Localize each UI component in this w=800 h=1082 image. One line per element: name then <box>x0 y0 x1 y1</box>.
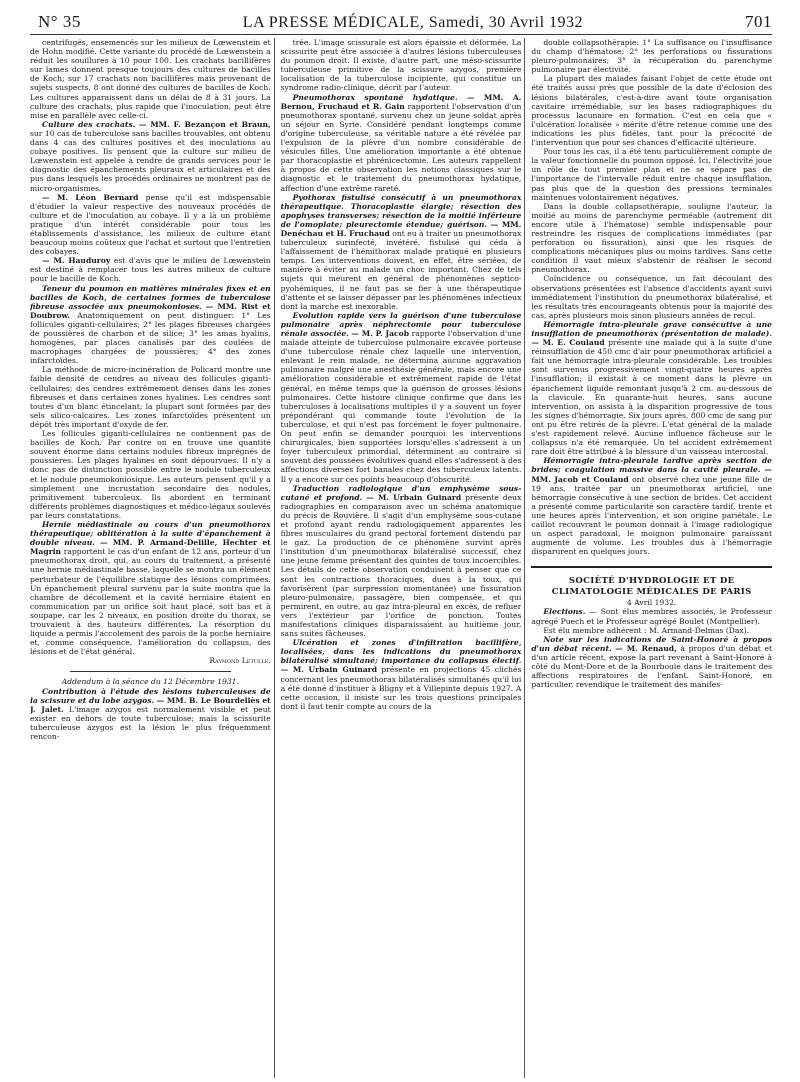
communication-text: L'image azygos est normalement visible et peut exister en dehors de toute tuberculose; mais la scissurite tuberculeuse azygos est la lésion le plus fréquemment rencon- <box>30 704 271 742</box>
journal-title: LA PRESSE MÉDICALE, Samedi, 30 Avril 1932 <box>242 14 584 31</box>
communication-authors: — MM. Rist et Doubrow. <box>30 301 271 320</box>
paragraph: Coïncidence ou conséquence, un fait découlant des observations présentées est l'absence d'accidents ayant suivi immédiatement l'institution du pneumothorax bilatéralisé, et les résultats très encourageants obtenus pour la majorité des cas, après plusieurs mois sinon plusieurs années de recul. <box>531 274 773 320</box>
communication-paragraph <box>281 484 522 639</box>
paragraph: La plupart des malades faisant l'objet de cette étude ont été traités aussi près que possible de la date d'éclosion des lésions bilatérales, c'est-à-dire avant toute organisation cavitaire irrémédiable, sur les bases radiographiques du processus lacunaire en formation. C'est en cela que « l'ulcération localisée » mérite d'être retenue comme une des indications les plus fidèles, tant pour la précocité de l'intervention que pour ses chances d'efficacité ultérieure. <box>531 74 773 148</box>
communication-text: sur 10 cas de tuberculose sans bacilles trouvables, ont obtenu dans 4 cas des cultures positives et des inoculations au cobaye positives. Ils pensent que la culture sur milieu de Lœwenstein est appelée à rendre de grands services pour le diagnostic des épanchements pleuraux et articulaires et des pus dans lesquels les procédés ordinaires ne montrent pas de micro-organismes. <box>30 128 271 193</box>
communication-title: Hernie médiastinale au cours d'un pneumothorax thérapeutique; oblitération à la suite d'épanchement à double niveau. <box>30 519 271 548</box>
paragraph: Les follicules giganti-cellulaires ne contiennent pas de bacilles de Koch. Par contre on en trouve une quantité souvent énorme dans certains nodules fibreux imprégnés de poussières. Les plages hyalines en sont dépourvues. Il n'y a donc pas de distinction possible entre le nodule tuberculeux et le nodule pneumokoniosique. Les auteurs pensent qu'il y a simplement une incrustation secondaire des nodules, primitivement tuberculeux. Ils abordent en terminant différents problèmes diagnostiques et médico-légaux soulevés par leurs constatations. <box>30 429 271 520</box>
communication-title: Pneumothorax spontané hydatique. <box>292 92 458 102</box>
paragraph: Dans la double collapsothérapie, souligne l'auteur, la moitié au moins de parenchyme perméable (autrement dit encore utile à l'hématose) semble indispensable pour restreindre les risques de complications immédiates (par perforation ou fissuration), ainsi que les risques de complications mécaniques plus ou moins tardives. Sans cette condition il vaut mieux s'abstenir de réaliser le second pneumothorax. <box>531 201 773 275</box>
communication-text: pense qu'il est indispensable d'étudier la valeur respective des nouveaux procédés de culture et de l'inoculation au cobaye. Il y a là un problème pratique d'un intérêt considérable pour tous les établissements d'assistance, les milieux de culture étant beaucoup moins coûteux que l'achat et surtout que l'entretien des cobayes. <box>30 192 271 257</box>
communication-authors: — M. Urbain Guinard <box>366 492 462 502</box>
communication-text: ont eu à traiter un pneumothorax tuberculeux surinfecté, invétéré, fistulisé qui céda à l'affaissement de l'hémithorax malade pratiqué en plusieurs temps. Les interventions doivent, en effet, être sériées, de manière à éviter au malade un choc important. Chez de tels sujets qui meurent en général de phénomènes septico-pyohémiques, il ne faut pas se fier à une thérapeutique d'attente et se laisser dépasser par les phénomènes infectieux dont la marche est inexorable. <box>280 228 522 311</box>
communication-authors: — M. P. Jacob <box>351 329 410 338</box>
communication-text: présente une malade qui à la suite d'une réinsufflation de 450 cmc d'air pour pneumothorax artificiel a fait une hémorragie intra-pleurale considérable. Les troubles sont survenus progressivement vingt-quatre heures après l'insufflation; il existait à ce moment dans la plèvre un épanchement liquide remontant jusqu'à 2 cm. au-dessous de la clavicule. En quarante-huit heures, sans aucune intervention, on assista à la disparition progressive de tous les signes d'hémorragie. Six jours après, 800 cmc de sang pur ont pu être retirés de la plèvre. L'état général de la malade s'est rapidement relevé. Aucune influence fâcheuse sur le collapsus n'a été remarquée. Un tel accident extrêmement rare doit être attribué à la blessure d'un vaisseau intercostal. <box>531 338 773 457</box>
paragraph: Est élu membre adhérent : M. Armand-Delmas (Dax). <box>543 625 750 635</box>
paragraph: trée. L'image scissurale est alors épaissie et déformée. La scissurite peut être associée à d'autres lésions tuberculeuses du poumon droit. Il existe, d'autre part, une méso-scissurite tuberculeuse primitive de la scissure azygos, première localisation de la tuberculose incipiente, qui constitue un syndrome radio-clinique, décrit par l'auteur. <box>280 38 522 93</box>
communication-title: Teneur du poumon en matières minérales fixes et en bacilles de Koch, de certaines formes de tuberculose fibreuse associée aux pneumokonioses. <box>30 283 271 311</box>
communication-paragraph <box>30 120 271 193</box>
communication-text: présente en projections 45 clichés concernant les pneumothorax bilatéralisés simultanés qu'il lui a été donné d'instituer à Bligny et à Villepinte depuis 1927. A cette occasion, il insiste sur les trois questions principales dont il faut tenir compte au cours de la <box>280 665 522 711</box>
article-columns <box>30 38 772 1078</box>
communication-authors: — M. Renaud, <box>615 643 677 653</box>
page-header <box>38 6 772 32</box>
communication-title: Elections. <box>543 607 586 617</box>
communication-title: Traduction radiologique d'un emphysème sous-cutané et profond. <box>280 483 522 502</box>
paragraph: centrifugés, ensemencés sur les milieux de Lœwenstein et de Hohn modifié. Cette variante du procédé de Lœwenstein a réduit les souillures à 10 pour 100. Les crachats bacillifères sur lames donnent presque toujours des cultures de bacilles de Koch; sur 17 crachats non bacillifères mais provenant de sujets suspects, 8 ont donné des cultures de bacilles de Koch. Les cultures apparaissent dans un délai de 8 à 31 jours. La culture des crachats, plus rapide que l'inoculation, peut être mise en parallèle avec celle-ci. <box>30 38 271 120</box>
communication-text: présente deux radiographies en comparaison avec un schéma anatomique du précis de Rouvière. Il s'agit d'un emphysème sous-cutané et profond ayant rendu radiologiquement apparentes les fibres musculaires du grand pectoral fortement distendu par le gaz. La production de ce phénomène survint après l'institution d'un pneumothorax bilatéralisé successif, chez une jeune femme présentant des quintes de toux incoercibles. Les détails de cette observation conduisent à penser que ce sont les contractions thoraciques, dues à la toux, qui favorisèrent (par surpression momentanée) une fissuration pleuro-pulmonaire, passagère, bien compensée, et qui permirent, en outre, au gaz intra-pleural en excès, de refluer vers l'extérieur par l'orifice de ponction. Toutes manifestations cliniques disparaissaient au huitième jour, sans suites fâcheuses. <box>280 492 522 639</box>
section-rule <box>70 671 231 672</box>
session-date: 4 Avril 1932. <box>626 598 677 608</box>
communication-paragraph <box>281 193 522 311</box>
communication-text: ont observé chez une jeune fille de 19 ans, traitée par un pneumothorax artificiel, une hémorragie consécutive à une section de brides. Cet accident a présenté comme particularité son caractère tardif, trente et une heures après l'intervention, et son origine pariétale. Le caillot recouvrant le poumon donnait à l'image radiologique un aspect paradoxal, le moignon pulmonaire paraissant augmenté de volume. Les troubles dus à l'hémorragie disparurent en quelques jours. <box>531 474 773 557</box>
communication-authors: — MM. Jacob et Coulaud <box>531 465 773 484</box>
communication-title: Note sur les indications de Saint-Honoré à propos d'un débat récent. <box>531 634 773 653</box>
communication-text: Anatomiquement on peut distinguer: 1° Les follicules giganti-cellulaires; 2° les plages fibreuses chargées de poussières de charbon et de silice; 3° les amas hyalins, homogènes, par places canalisés par des coulées de macrophages chargées de poussières; 4° des zones infarctoïdes. <box>30 310 271 366</box>
column-3 <box>531 38 772 1078</box>
page-number: 701 <box>744 12 772 31</box>
paragraph: double collapsothérapie: 1° La suffisance ou l'insuffisance du champ d'hématose; 2° les perforations ou fissurations pleuro-pulmonaires; 3° la récupération du parenchyme pulmonaire par électivité. <box>531 38 773 75</box>
communication-title: Evolution rapide vers la guérison d'une tuberculose pulmonaire après néphrectomie pour tuberculose rénale associée. <box>280 310 522 338</box>
communication-paragraph <box>531 607 772 625</box>
communication-paragraph <box>30 193 271 257</box>
addendum-heading: Addendum à la séance du 12 Décembre 1931. <box>61 677 239 687</box>
communication-paragraph <box>281 638 522 711</box>
paragraph: La méthode de micro-incinération de Policard montre une faible densité de cendres au niveau des follicules giganti-cellulaires; des cendres extrêmement denses dans les zones fibreuses et dans certaines zones hyalines. Les cendres sont toutes d'un blanc étincelant; la plupart sont formées par des sels silico-calcaires. Les zones infarctoïdes présentent un dépôt très important d'oxyde de fer. <box>30 365 271 429</box>
paragraph: Pour tous les cas, il a été tenu particulièrement compte de la valeur fonctionnelle du poumon opposé. Ici, l'électivité joue un rôle de tout premier plan et ne se sépare pas de l'importance de l'intervalle réduit entre chaque insufflation, pas plus que de la question des pressions terminales maintenues volontairement négatives. <box>531 147 773 202</box>
column-divider <box>274 38 278 1078</box>
communication-paragraph <box>531 635 772 690</box>
communication-paragraph <box>30 256 271 283</box>
communication-title: Contribution à l'étude des lésions tuberculeuses de la scissure et du lobe azygos. <box>30 686 271 705</box>
communication-paragraph <box>281 311 522 484</box>
communication-text: — Sont élus membres associés, le Professeur agrégé Puech et le Professeur agrégé Boulet (Montpellier). <box>531 607 773 626</box>
communication-title: Culture des crachats. <box>42 119 136 129</box>
communication-text: rapporte l'observation d'une malade atteinte de tuberculose pulmonaire excavée porteuse d'une tuberculose rénale chez laquelle une intervention, enlevant le rein malade, ne détermina aucune aggravation pulmonaire malgré une anesthésie générale, mais encore une amélioration considérable et extrêmement rapide de l'état général, en même temps que la guérison de grosses lésions pulmonaires. Cette histoire clinique confirme que dans les tuberculoses à localisations multiples il y a souvent un foyer prépondérant qui commande toute l'évolution de la tuberculose, et qui n'est pas forcément le foyer pulmonaire. On peut enfin se demander pourquoi les interventions chirurgicales, bien supportées lorsqu'elles s'adressent à un foyer tuberculeux primordial, déterminent au contraire si souvent des poussées évolutives quand elles s'adressent à des affections diverses fort banales chez des tuberculeux latents. Il y a encore sur ces points beaucoup d'obscurité. <box>280 329 522 484</box>
column-divider <box>524 38 528 1078</box>
header-rule <box>30 34 772 35</box>
column-1 <box>30 38 271 1078</box>
communication-title: Pyothorax fistulisé consécutif à un pneumothorax thérapeutique. Thoracoplastie élargie; résection des apophyses transverses; résection de la moitié inférieure de l'omoplate; pleurectomie étendue; guérison. <box>280 192 522 229</box>
communication-title: Hémorragie intra-pleurale grave consécutive à une insufflation de pneumothorax (présentation de malade). <box>531 319 773 338</box>
communication-paragraph <box>531 320 772 456</box>
communication-authors: — MM. F. Bezançon et Braun, <box>138 119 271 129</box>
communication-text: est d'avis que le milieu de Lœwenstein est destiné à remplacer tous les autres milieux de culture pour le bacille de Koch. <box>30 256 271 284</box>
communication-authors: — MM. B. Le Bourdellès et J. Jalet. <box>30 695 271 714</box>
communication-authors: — MM. A. Bernou, Fruchaud et R. Gain <box>280 92 522 111</box>
communication-authors: — M. Urbain Guinard <box>280 665 377 675</box>
communication-paragraph <box>281 93 522 193</box>
communication-paragraph <box>30 284 271 366</box>
communication-paragraph <box>30 687 271 742</box>
communication-authors: — M. E. Coulaud <box>531 338 605 348</box>
communication-authors: — M. Léon Bernard <box>42 192 139 202</box>
communication-authors: — MM. Denéchau et H. Fruchaud <box>280 219 522 238</box>
issue-number: N° 35 <box>38 12 81 31</box>
communication-authors: — MM. P. Armand-Delille, Hechter et Magrin <box>30 538 271 557</box>
communication-text: à propos d'un débat et d'un article récent, expose la part revenant à Saint-Honoré à côté du Mont-Dore et de la Bourboule dans le traitement des affections respiratoires de l'enfant. Saint-Honoré, en particulier, revendique le traitement des manifes- <box>531 643 773 690</box>
society-heading: SOCIÉTÉ D'HYDROLOGIE ET DE CLIMATOLOGIE MÉDICALES DE PARIS <box>551 576 752 598</box>
secretary-signature: Raymond Letulle. <box>209 656 271 666</box>
column-2 <box>281 38 522 1078</box>
communication-text: rapportent le cas d'un enfant de 12 ans, porteur d'un pneumothorax droit, qui, au cours du traitement, a présenté une hernie médiastinale basse, laquelle se montra un élément perturbateur de l'équilibre statique des lésions comprimées. Un épanchement pleural survenu par la suite montra que la chambre de décollement et la cavité herniaire étaient en communication par un orifice soit haut placé, soit bas et à soupape, car les 2 niveaux, en position droite du thorax, se trouvaient à des hauteurs différentes. La résorption du liquide a permis l'accolement des parois de la poche herniaire et, comme conséquence, l'amélioration du collapsus, des lésions et de l'état général. <box>30 547 271 657</box>
communication-title: Hémorragie intra-pleurale tardive après section de brides; coagulation massive dans la cavité pleurale. <box>531 456 773 475</box>
communication-text: rapportent l'observation d'un pneumothorax spontané, survenu chez un jeune soldat après un séjour en Syrie. Considéré pendant longtemps comme d'origine tuberculeuse, sa véritable nature a été révélée par l'expulsion de la plèvre d'un nombre considérable de vésicules filles. Une amélioration importante a été obtenue par thoracoplastie et phrénicectomie. Les auteurs rappellent à propos de cette observation les notions classiques sur le diagnostic et le traitement du pneumothorax hydatique, affection d'une extrême rareté. <box>280 101 522 193</box>
communication-paragraph <box>531 456 772 556</box>
communication-authors: — M. Hauduroy <box>42 256 111 266</box>
communication-title: Ulcération et zones d'infiltration bacillifère, localisées, dans les indications du pneumothorax bilatéralisé simultané; importance du collapsus électif. <box>280 638 522 666</box>
communication-paragraph <box>30 520 271 656</box>
section-rule <box>531 566 772 568</box>
